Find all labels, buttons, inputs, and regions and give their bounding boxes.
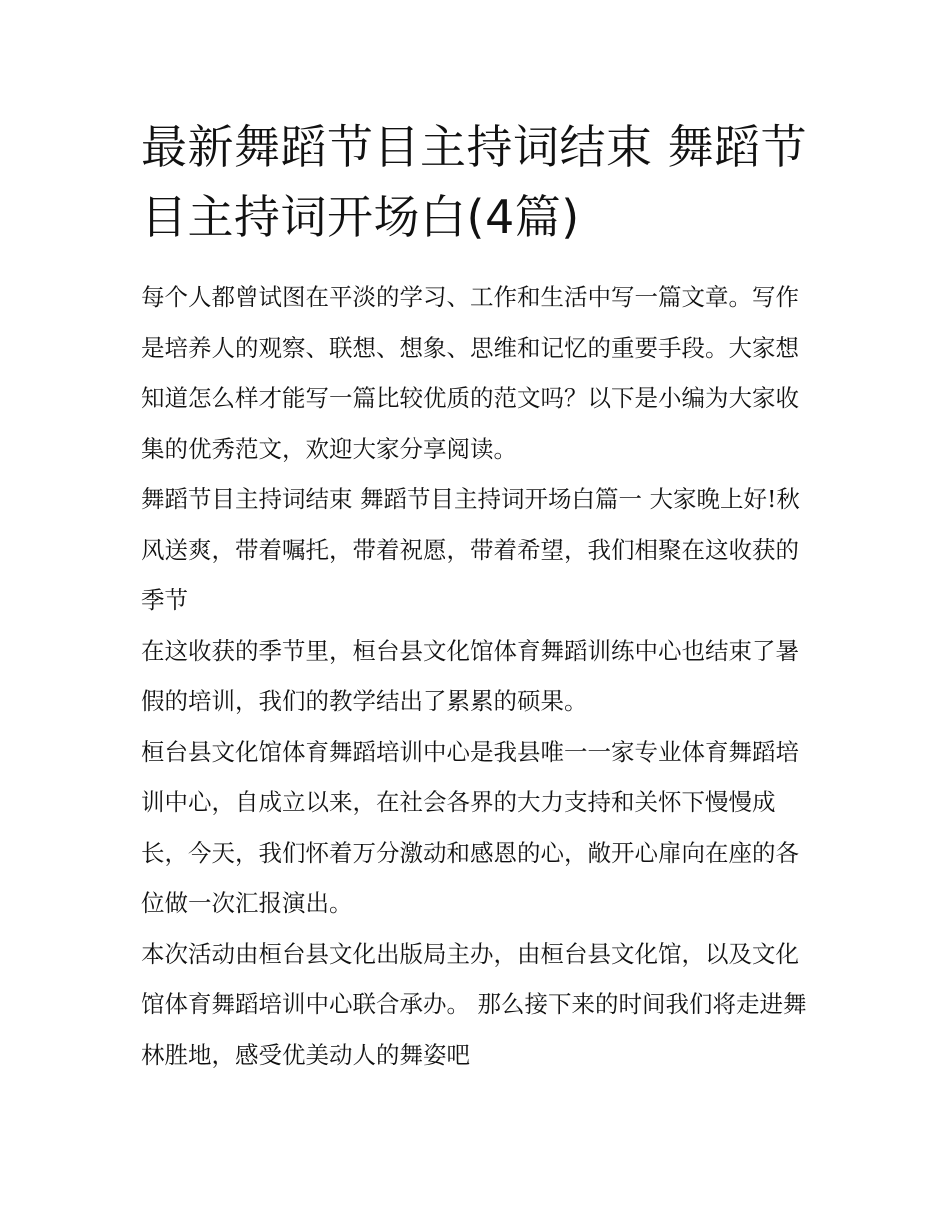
paragraph-training-center: 桓台县文化馆体育舞蹈培训中心是我县唯一一家专业体育舞蹈培训中心，自成立以来，在社会各界的大力支持和关怀下慢慢成长，今天，我们怀着万分激动和感恩的心，敞开心扉向在座的各位做一次汇报演出。 <box>141 737 799 917</box>
paragraph-organizers: 本次活动由桓台县文化出版局主办，由桓台县文化馆，以及文化馆体育舞蹈培训中心联合承办。 那么接下来的时间我们将走进舞林胜地，感受优美动人的舞姿吧 <box>141 939 807 1069</box>
paragraph-harvest-season: 在这收获的季节里，桓台县文化馆体育舞蹈训练中心也结束了暑假的培训，我们的教学结出了累累的硕果。 <box>141 636 799 715</box>
paragraph-opening: 舞蹈节目主持词结束 舞蹈节目主持词开场白篇一 大家晚上好!秋风送爽，带着嘱托，带着祝愿，带着希望，我们相聚在这收获的季节 <box>141 485 800 614</box>
document-body <box>141 112 813 1080</box>
paragraph-intro: 每个人都曾试图在平淡的学习、工作和生活中写一篇文章。写作是培养人的观察、联想、想象、思维和记忆的重要手段。大家想知道怎么样才能写一篇比较优质的范文吗？以下是小编为大家收集的优秀范文，欢迎大家分享阅读。 <box>141 283 799 463</box>
document-title: 最新舞蹈节目主持词结束 舞蹈节目主持词开场白(4篇) <box>141 120 808 244</box>
